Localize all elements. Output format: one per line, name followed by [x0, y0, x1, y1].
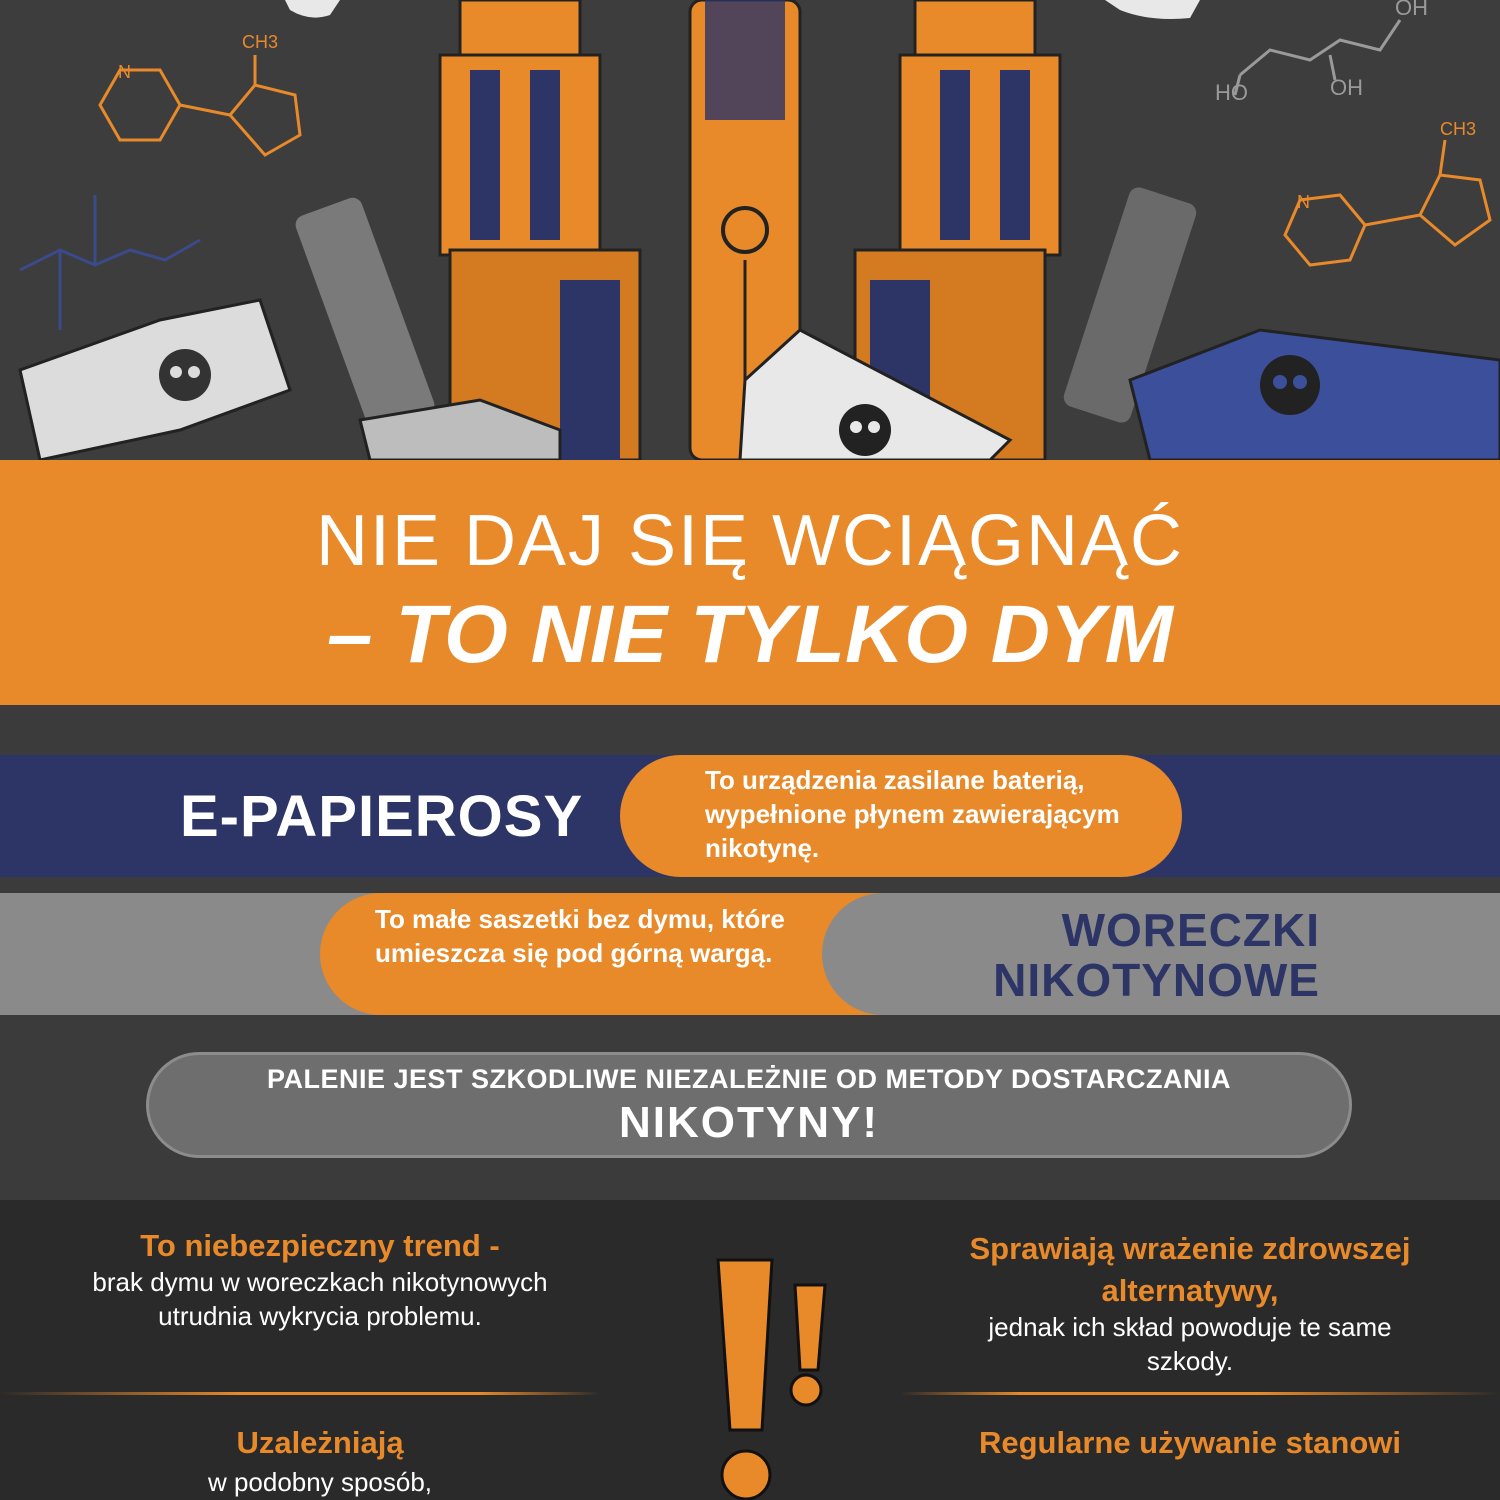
- hero-vape-illustration: [0, 0, 1500, 460]
- fact-2-title: Sprawiają wrażenie zdrowszej alternatywy,: [969, 1231, 1411, 1308]
- title-sub: – TO NIE TYLKO DYM: [327, 589, 1173, 680]
- warning-emphasis: NIKOTYNY!: [619, 1098, 879, 1147]
- svg-text:OH: OH: [1395, 0, 1428, 20]
- svg-text:CH3: CH3: [242, 32, 279, 52]
- divider-right: [900, 1392, 1500, 1395]
- title-main: NIE DAJ SIĘ WCIĄGNĄĆ: [315, 501, 1185, 581]
- svg-text:OH: OH: [1330, 75, 1363, 100]
- hero-illustration: [0, 0, 1500, 460]
- nicotine-pouches-description: To małe saszetki bez dymu, które umieszcza się pod górną wargą.: [375, 904, 785, 968]
- nicotine-pouches-label: WORECZKI NIKOTYNOWE: [993, 904, 1320, 1006]
- svg-text:HO: HO: [1215, 80, 1248, 105]
- fact-4-title: Regularne używanie stanowi: [978, 1425, 1402, 1460]
- e-cigarettes-label: E-PAPIEROSY: [180, 784, 584, 849]
- fact-3-title: Uzależniają: [236, 1425, 404, 1460]
- fact-3-body: w podobny sposób,: [207, 1467, 433, 1497]
- warning-text: PALENIE JEST SZKODLIWE NIEZALEŻNIE OD METODY DOSTARCZANIA: [266, 1064, 1232, 1094]
- fact-1-body: brak dymu w woreczkach nikotynowych utrudnia wykrycia problemu.: [92, 1267, 548, 1331]
- fact-1-title: To niebezpieczny trend -: [140, 1228, 500, 1263]
- exclamation-marks-icon: [700, 1250, 840, 1500]
- e-cigarettes-description: To urządzenia zasilane baterią, wypełnione płynem zawierającym nikotynę.: [705, 765, 1120, 863]
- svg-text:N: N: [1297, 192, 1310, 212]
- fact-2-body: jednak ich skład powoduje te same szkody.: [988, 1312, 1392, 1376]
- svg-text:CH3: CH3: [1440, 119, 1477, 139]
- svg-text:N: N: [118, 62, 131, 82]
- divider-left: [0, 1392, 600, 1395]
